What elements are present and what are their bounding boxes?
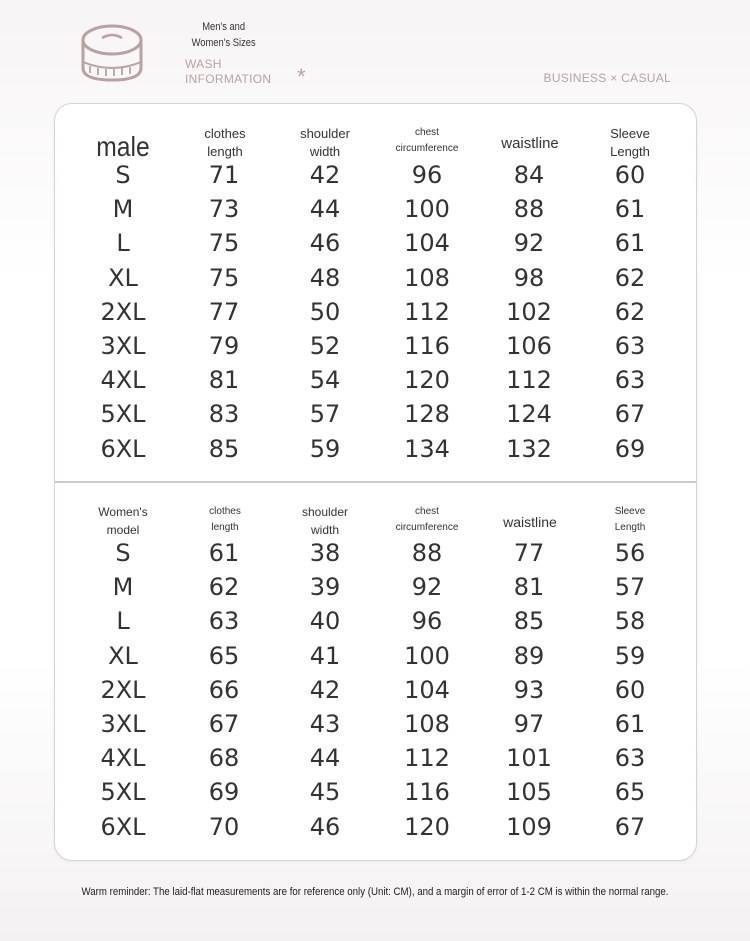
men-cell-waistline: 124	[506, 400, 552, 429]
men-table-row	[55, 363, 696, 397]
men-cell-chest-circumference: 128	[404, 400, 450, 429]
men-table-row	[55, 158, 696, 192]
men-cell-size: L	[116, 229, 130, 258]
men-cell-size: 4XL	[100, 366, 146, 395]
men-cell-chest-circumference: 112	[404, 297, 450, 326]
women-cell-shoulder-width: 38	[309, 539, 341, 567]
men-cell-size: M	[112, 195, 134, 224]
women-cell-chest-circumference: 88	[411, 539, 443, 567]
men-cell-sleeve-length: 69	[614, 434, 646, 463]
men-cell-shoulder-width: 44	[309, 195, 341, 224]
women-cell-size: XL	[108, 641, 138, 670]
women-table-row	[55, 570, 696, 604]
women-cell-waistline: 85	[513, 607, 545, 636]
men-cell-shoulder-width: 46	[309, 229, 341, 258]
women-cell-size: 6XL	[100, 812, 146, 841]
men-cell-waistline: 92	[513, 229, 545, 258]
women-table-row	[55, 707, 696, 741]
men-table-row	[55, 226, 696, 260]
women-cell-clothes-length: 67	[208, 710, 240, 738]
women-table-row	[55, 775, 696, 809]
men-cell-clothes-length: 75	[208, 229, 240, 258]
women-cell-chest-circumference: 96	[411, 607, 443, 636]
women-cell-chest-circumference: 108	[404, 710, 450, 738]
women-cell-chest-circumference: 116	[404, 778, 450, 807]
women-header-waistline: waistline	[503, 514, 557, 530]
women-cell-clothes-length: 70	[208, 812, 240, 841]
men-cell-waistline: 102	[506, 297, 552, 326]
men-cell-clothes-length: 85	[208, 434, 240, 463]
women-cell-size: 5XL	[100, 778, 146, 807]
women-header-sleeve-length: Sleeve Length	[614, 506, 646, 533]
women-cell-clothes-length: 61	[208, 539, 240, 567]
men-cell-clothes-length: 75	[208, 263, 240, 292]
men-cell-chest-circumference: 116	[404, 332, 450, 360]
women-cell-shoulder-width: 45	[309, 778, 341, 807]
women-cell-shoulder-width: 46	[309, 812, 341, 841]
women-cell-sleeve-length: 56	[614, 539, 646, 567]
men-cell-waistline: 88	[513, 195, 545, 224]
men-cell-shoulder-width: 54	[309, 366, 341, 395]
men-cell-clothes-length: 79	[208, 332, 240, 360]
women-cell-waistline: 81	[513, 573, 545, 602]
men-cell-sleeve-length: 62	[614, 263, 646, 292]
men-cell-clothes-length: 73	[208, 195, 240, 224]
women-cell-clothes-length: 65	[208, 641, 240, 670]
women-cell-shoulder-width: 40	[309, 607, 341, 636]
men-cell-size: 5XL	[100, 400, 146, 429]
women-cell-sleeve-length: 59	[614, 641, 646, 670]
men-cell-shoulder-width: 48	[309, 263, 341, 292]
women-cell-waistline: 93	[513, 675, 545, 704]
women-cell-waistline: 77	[513, 539, 545, 567]
women-cell-clothes-length: 62	[208, 573, 240, 602]
men-table-row	[55, 261, 696, 295]
men-header-chest-circumference: chest circumference	[395, 127, 459, 154]
men-header-waistline: waistline	[501, 135, 559, 152]
men-cell-shoulder-width: 59	[309, 434, 341, 463]
women-table-row	[55, 639, 696, 673]
wash-information-label: WASH INFORMATION	[185, 57, 272, 86]
men-cell-waistline: 106	[506, 332, 552, 360]
women-cell-size: 3XL	[100, 710, 146, 738]
women-cell-shoulder-width: 39	[309, 573, 341, 602]
men-table-row	[55, 397, 696, 431]
men-cell-sleeve-length: 63	[614, 366, 646, 395]
women-cell-sleeve-length: 67	[614, 812, 646, 841]
women-cell-clothes-length: 69	[208, 778, 240, 807]
men-cell-size: XL	[108, 263, 138, 292]
men-cell-size: 6XL	[100, 434, 146, 463]
women-cell-sleeve-length: 61	[614, 710, 646, 738]
women-cell-chest-circumference: 100	[404, 641, 450, 670]
women-cell-shoulder-width: 42	[309, 675, 341, 704]
men-cell-sleeve-length: 61	[614, 195, 646, 224]
men-cell-shoulder-width: 57	[309, 400, 341, 429]
men-cell-chest-circumference: 100	[404, 195, 450, 224]
men-cell-size: S	[115, 161, 131, 189]
men-cell-waistline: 84	[513, 161, 545, 189]
men-cell-clothes-length: 81	[208, 366, 240, 395]
women-cell-chest-circumference: 92	[411, 573, 443, 602]
women-header-shoulder-width: shoulder width	[301, 505, 349, 537]
women-cell-shoulder-width: 44	[309, 744, 341, 773]
men-cell-waistline: 98	[513, 263, 545, 292]
women-header-clothes-length: clothes length	[209, 506, 241, 533]
women-cell-size: 4XL	[100, 744, 146, 773]
men-header-shoulder-width: shoulder width	[300, 126, 350, 159]
women-label: Women's model	[98, 505, 148, 537]
men-cell-shoulder-width: 50	[309, 297, 341, 326]
women-cell-chest-circumference: 104	[404, 675, 450, 704]
women-table-row	[55, 741, 696, 775]
size-chart-card	[54, 103, 697, 861]
women-header-chest-circumference: chest circumference	[395, 506, 459, 533]
women-cell-size: 2XL	[100, 675, 146, 704]
men-cell-chest-circumference: 134	[404, 434, 450, 463]
women-cell-sleeve-length: 63	[614, 744, 646, 773]
men-cell-clothes-length: 77	[208, 297, 240, 326]
men-cell-size: 2XL	[100, 297, 146, 326]
women-cell-waistline: 89	[513, 641, 545, 670]
men-table-row	[55, 432, 696, 466]
women-cell-sleeve-length: 58	[614, 607, 646, 636]
women-cell-waistline: 109	[506, 812, 552, 841]
women-table-row	[55, 810, 696, 844]
men-cell-size: 3XL	[100, 332, 146, 360]
men-cell-sleeve-length: 62	[614, 297, 646, 326]
women-cell-chest-circumference: 120	[404, 812, 450, 841]
men-cell-sleeve-length: 61	[614, 229, 646, 258]
men-cell-waistline: 112	[506, 366, 552, 395]
men-cell-chest-circumference: 120	[404, 366, 450, 395]
men-cell-shoulder-width: 52	[309, 332, 341, 360]
men-header-clothes-length: clothes length	[204, 126, 246, 159]
women-cell-sleeve-length: 65	[614, 778, 646, 807]
measuring-tape-icon	[78, 22, 148, 86]
star-icon: *	[297, 64, 306, 89]
men-header-sleeve-length: Sleeve Length	[610, 126, 650, 159]
women-cell-shoulder-width: 43	[309, 710, 341, 738]
men-cell-shoulder-width: 42	[309, 161, 341, 189]
men-cell-sleeve-length: 63	[614, 332, 646, 360]
women-table-row	[55, 673, 696, 707]
women-cell-sleeve-length: 57	[614, 573, 646, 602]
women-cell-size: M	[112, 573, 134, 602]
section-divider	[55, 481, 696, 483]
size-chart-subtitle: Men's and Women's Sizes	[191, 21, 256, 49]
men-cell-chest-circumference: 108	[404, 263, 450, 292]
women-cell-waistline: 101	[506, 744, 552, 773]
women-cell-clothes-length: 66	[208, 675, 240, 704]
men-table-row	[55, 329, 696, 363]
men-cell-sleeve-length: 67	[614, 400, 646, 429]
women-cell-waistline: 97	[513, 710, 545, 738]
women-cell-waistline: 105	[506, 778, 552, 807]
women-table-row	[55, 536, 696, 570]
footer-note: Warm reminder: The laid-flat measurements are for reference only (Unit: CM), and a margin of error of 1-2 CM is within the normal range.	[81, 886, 669, 898]
men-cell-chest-circumference: 96	[411, 161, 443, 189]
women-cell-shoulder-width: 41	[309, 641, 341, 670]
women-table-row	[55, 604, 696, 638]
men-cell-waistline: 132	[506, 434, 552, 463]
men-cell-sleeve-length: 60	[614, 161, 646, 189]
women-cell-size: L	[116, 607, 130, 636]
women-cell-clothes-length: 63	[208, 607, 240, 636]
men-cell-chest-circumference: 104	[404, 229, 450, 258]
women-cell-chest-circumference: 112	[404, 744, 450, 773]
tagline: BUSINESS × CASUAL	[543, 71, 671, 85]
men-label: male	[96, 131, 150, 162]
men-cell-clothes-length: 71	[208, 161, 240, 189]
women-cell-sleeve-length: 60	[614, 675, 646, 704]
men-table-row	[55, 295, 696, 329]
men-cell-clothes-length: 83	[208, 400, 240, 429]
women-cell-clothes-length: 68	[208, 744, 240, 773]
men-table-row	[55, 192, 696, 226]
women-cell-size: S	[115, 539, 131, 567]
